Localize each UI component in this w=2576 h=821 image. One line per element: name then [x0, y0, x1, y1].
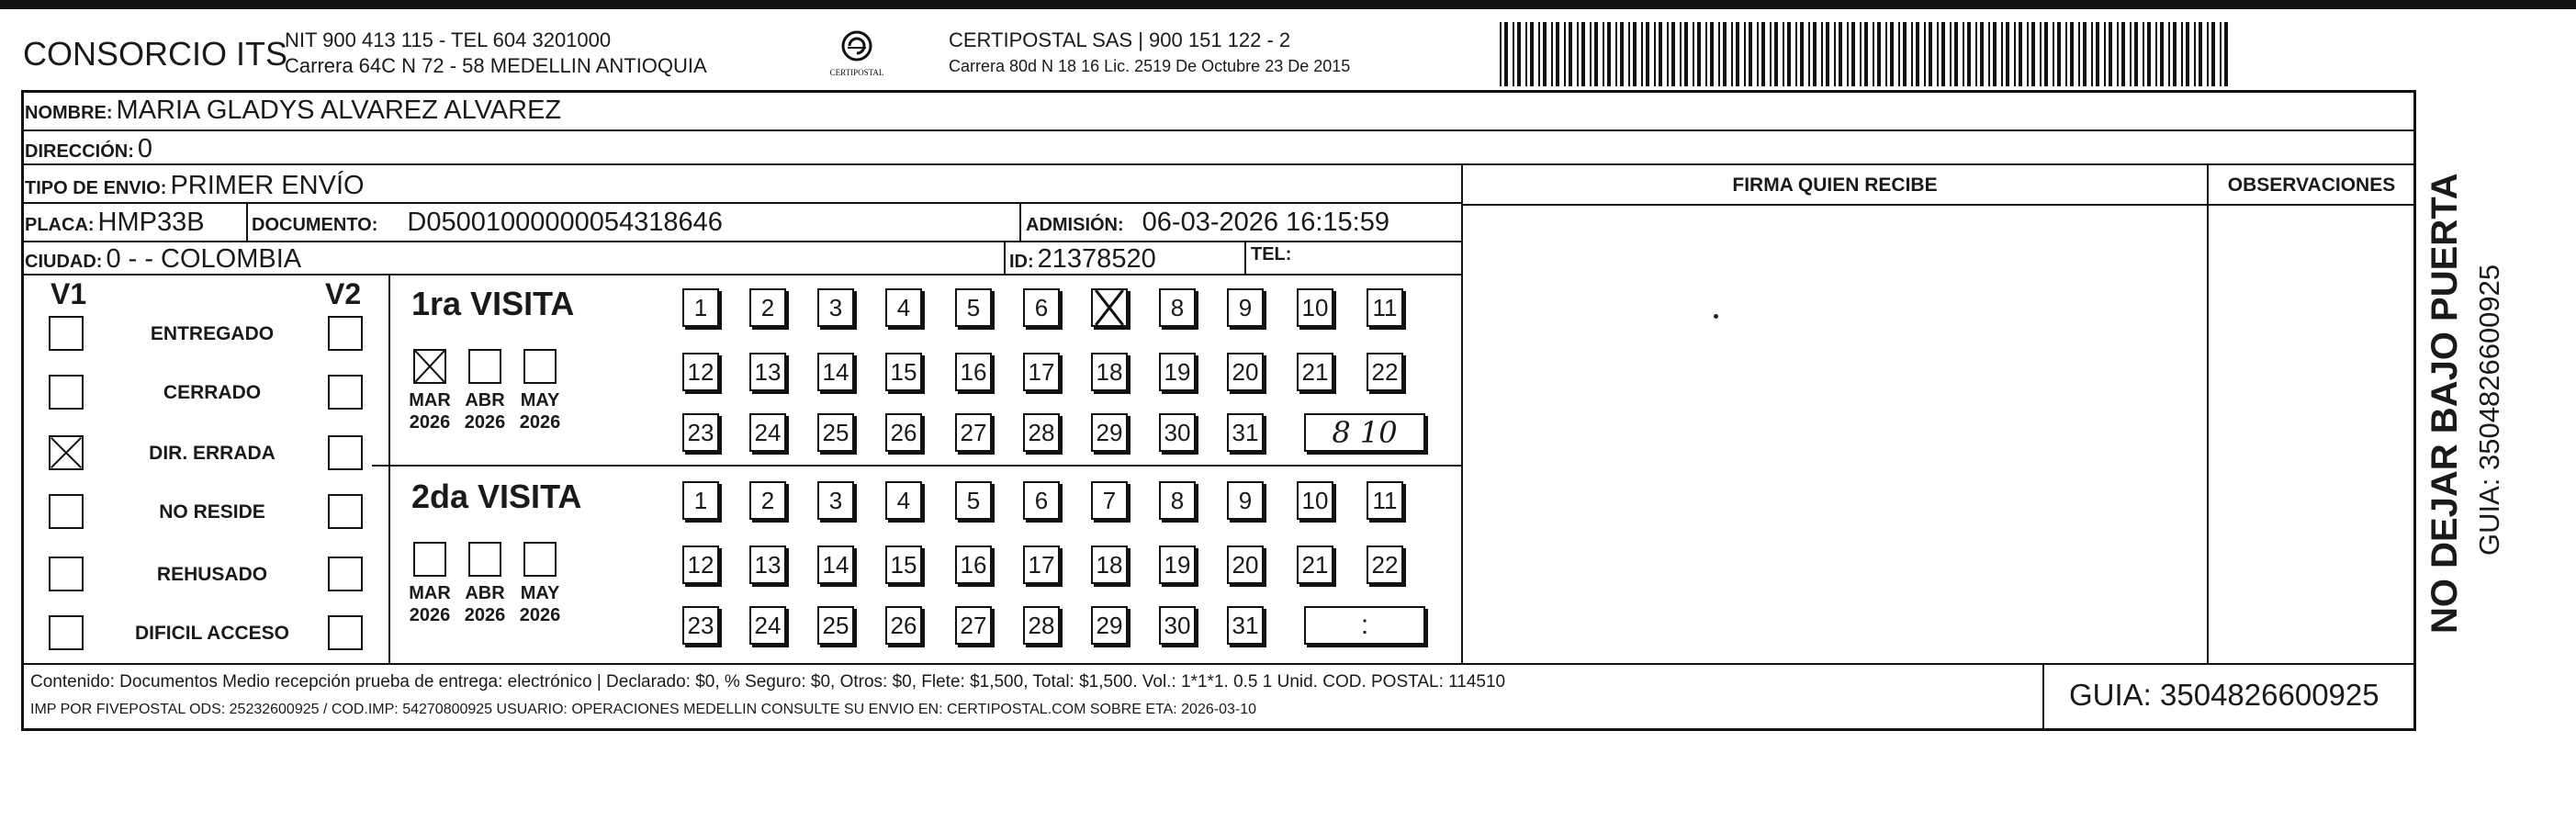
barcode-bar [1839, 22, 1842, 86]
barcode-bar [1903, 22, 1907, 86]
logo-text: CERTIPOSTAL [829, 68, 884, 77]
barcode-bar [2027, 22, 2029, 86]
direccion-value: 0 [137, 134, 153, 163]
barcode-bar [1667, 22, 1669, 86]
nit-line: NIT 900 413 115 - TEL 604 3201000 [285, 28, 612, 51]
day-box[interactable]: 15 [885, 545, 922, 584]
month-checkbox[interactable] [468, 542, 501, 577]
nombre-value: MARIA GLADYS ALVAREZ ALVAREZ [116, 96, 562, 125]
barcode-bar [1513, 22, 1514, 86]
month-label: MAR 2026 [402, 389, 457, 433]
barcode-bar [1954, 22, 1958, 86]
barcode-bar [1564, 22, 1566, 86]
day-box[interactable]: 22 [1367, 353, 1403, 391]
day-box[interactable]: 14 [817, 353, 854, 391]
status-label: DIFICIL ACCESO [134, 623, 289, 644]
day-box[interactable]: 11 [1367, 288, 1403, 327]
barcode-bar [1851, 22, 1855, 86]
day-box[interactable]: 28 [1023, 413, 1060, 452]
month-label: ABR 2026 [457, 389, 512, 433]
direccion-field: DIRECCIÓN: 0 [25, 134, 153, 163]
day-box[interactable]: 29 [1091, 413, 1128, 452]
carrier-address: Carrera 80d N 18 16 Lic. 2519 De Octubre 23 De 2015 [949, 57, 1351, 75]
imp-line: IMP POR FIVEPOSTAL ODS: 25232600925 / COD.IMP: 54270800925 USUARIO: OPERACIONES MEDELLIN CONSULTE SU ENVIO EN: CERTIPOSTAL.COM SOBRE ETA: 2026-03-10 [30, 702, 1256, 717]
day-box[interactable]: 23 [682, 606, 719, 645]
day-box[interactable]: 19 [1159, 353, 1196, 391]
barcode-bar [1723, 22, 1727, 86]
company-address: Carrera 64C N 72 - 58 MEDELLIN ANTIOQUIA [285, 54, 707, 77]
barcode-bar [1787, 22, 1791, 86]
month-label: MAR 2026 [402, 582, 457, 626]
id-field: ID: 21378520 [1009, 244, 1156, 274]
barcode-bar [1577, 22, 1579, 86]
day-box[interactable]: 16 [955, 545, 992, 584]
status-label: ENTREGADO [150, 323, 275, 344]
ciudad-field: CIUDAD: 0 - - COLOMBIA [25, 244, 302, 274]
barcode-bar [2130, 22, 2132, 86]
status-label: REHUSADO [156, 564, 268, 585]
day-box[interactable]: 27 [955, 413, 992, 452]
barcode-bar [2019, 22, 2022, 86]
day-box[interactable]: 5 [955, 481, 992, 520]
month-label: MAY 2026 [512, 389, 568, 433]
day-box[interactable]: 18 [1091, 353, 1128, 391]
barcode-bar [2031, 22, 2035, 86]
barcode-bar [1916, 22, 1919, 86]
month-checkbox[interactable] [413, 542, 446, 577]
barcode-bar [1877, 22, 1881, 86]
barcode-bar [1594, 22, 1598, 86]
firma-header: FIRMA QUIEN RECIBE [1732, 174, 1938, 196]
barcode-bar [2040, 22, 2042, 86]
day-box[interactable]: 9 [1227, 481, 1264, 520]
day-box[interactable]: 7 [1091, 481, 1128, 520]
day-box[interactable]: 25 [817, 606, 854, 645]
month-checkbox[interactable] [413, 349, 446, 384]
id-value: 21378520 [1037, 244, 1156, 274]
barcode-bar [1864, 22, 1868, 86]
day-box[interactable]: 6 [1023, 481, 1060, 520]
month-year: 2026 [464, 605, 506, 625]
barcode-bar [1924, 22, 1926, 86]
day-box[interactable]: 12 [682, 353, 719, 391]
day-box[interactable]: 10 [1297, 481, 1333, 520]
v2-checkbox[interactable] [328, 435, 363, 470]
v1-checkbox[interactable] [49, 494, 84, 529]
barcode-bar [2014, 22, 2016, 86]
barcode-bar [1569, 22, 1572, 86]
day-box[interactable]: 16 [955, 353, 992, 391]
day-box[interactable]: 27 [955, 606, 992, 645]
barcode-bar [2109, 22, 2112, 86]
barcode-bar [1697, 22, 1701, 86]
v2-checkbox[interactable] [328, 375, 363, 410]
guia-number: GUIA: 3504826600925 [2069, 678, 2379, 712]
day-box[interactable]: 22 [1367, 545, 1403, 584]
day-box[interactable]: 30 [1159, 606, 1196, 645]
barcode-bar [2057, 22, 2061, 86]
month-checkbox[interactable] [468, 349, 501, 384]
no-dejar-label: NO DEJAR BAJO PUERTA [2424, 173, 2465, 634]
barcode-bar [1718, 22, 1720, 86]
barcode-bar [1628, 22, 1630, 86]
tipo-envio-value: PRIMER ENVÍO [170, 171, 365, 200]
barcode-bar [1937, 22, 1939, 86]
barcode-bar [2006, 22, 2009, 86]
time-box[interactable]: 8 10 [1304, 413, 1425, 452]
barcode-bar [1860, 22, 1862, 86]
ciudad-value: 0 - - COLOMBIA [106, 244, 302, 274]
day-box[interactable]: 11 [1367, 481, 1403, 520]
v2-checkbox[interactable] [328, 557, 363, 591]
day-box[interactable]: 14 [817, 545, 854, 584]
barcode-bar [2220, 22, 2222, 86]
v2-checkbox[interactable] [328, 615, 363, 650]
barcode-bar [2199, 22, 2202, 86]
day-box[interactable]: 18 [1091, 545, 1128, 584]
barcode-bar [1590, 22, 1592, 86]
side-guia: GUIA: 3504826600925 [2473, 264, 2505, 556]
barcode-bar [2143, 22, 2144, 86]
barcode-bar [1826, 22, 1829, 86]
day-box[interactable]: 8 [1159, 288, 1196, 327]
barcode-bar [1607, 22, 1611, 86]
day-box[interactable]: 6 [1023, 288, 1060, 327]
month-year: 2026 [409, 605, 451, 625]
barcode-bar [1556, 22, 1559, 86]
v2-checkbox[interactable] [328, 494, 363, 529]
day-box[interactable]: 25 [817, 413, 854, 452]
documento-value: D05001000000054318646 [407, 208, 723, 237]
barcode-bar [2194, 22, 2196, 86]
barcode-bar [2001, 22, 2003, 86]
barcode-bar [2070, 22, 2074, 86]
barcode-bar [1929, 22, 1932, 86]
barcode-bar [2104, 22, 2106, 86]
day-box[interactable]: 13 [749, 353, 786, 391]
observaciones-header: OBSERVACIONES [2227, 174, 2396, 196]
barcode-bar [1620, 22, 1624, 86]
tel-field: TEL: [1251, 244, 1292, 264]
barcode-bar [2096, 22, 2099, 86]
day-box[interactable]: 4 [885, 481, 922, 520]
barcode-bar [2121, 22, 2125, 86]
day-box[interactable]: 1 [682, 481, 719, 520]
status-label: NO RESIDE [159, 501, 265, 523]
barcode-bar [1774, 22, 1778, 86]
barcode-bar [1988, 22, 1990, 86]
barcode-bar [1504, 22, 1508, 86]
day-box[interactable]: 8 [1159, 481, 1196, 520]
day-box[interactable]: 21 [1297, 545, 1333, 584]
v1-checkbox[interactable] [49, 316, 84, 351]
top-border [0, 0, 2576, 9]
month-checkbox[interactable] [523, 542, 557, 577]
day-box[interactable]: 24 [749, 606, 786, 645]
barcode-bar [1963, 22, 1964, 86]
barcode-bar [1783, 22, 1784, 86]
barcode-bar [1603, 22, 1604, 86]
contenido-line: Contenido: Documentos Medio recepción prueba de entrega: electrónico | Declarado: $0, % Seguro: $0, Otros: $0, Flete: $1,500, Total: $1,500. Vol.: 1*1*1. 0.5 1 Unid. COD. POSTAL: 114510 [30, 672, 1506, 692]
barcode-bar [1646, 22, 1649, 86]
day-box[interactable]: 29 [1091, 606, 1128, 645]
barcode-bar [1757, 22, 1759, 86]
v1-checkbox[interactable] [49, 615, 84, 650]
day-box[interactable]: 26 [885, 413, 922, 452]
barcode-bar [1744, 22, 1746, 86]
barcode-bar [1684, 22, 1688, 86]
barcode-bar [1898, 22, 1900, 86]
v1-checkbox[interactable] [49, 435, 84, 470]
barcode-bar [1581, 22, 1585, 86]
v2-checkbox[interactable] [328, 316, 363, 351]
barcode-bar [1911, 22, 1913, 86]
barcode-bar [1551, 22, 1553, 86]
barcode-bar [2207, 22, 2209, 86]
documento-field: DOCUMENTO: D05001000000054318646 [252, 208, 723, 237]
carrier-line: CERTIPOSTAL SAS | 900 151 122 - 2 [949, 28, 1291, 51]
barcode-bar [2186, 22, 2189, 86]
barcode-bar [1633, 22, 1637, 86]
day-box[interactable]: 28 [1023, 606, 1060, 645]
barcode-bar [1500, 22, 1502, 86]
barcode-bar [1615, 22, 1617, 86]
day-box[interactable]: 21 [1297, 353, 1333, 391]
v1-checkbox[interactable] [49, 557, 84, 591]
barcode-bar [2211, 22, 2215, 86]
barcode-bar [1834, 22, 1836, 86]
month-label: MAY 2026 [512, 582, 568, 626]
day-box[interactable]: 4 [885, 288, 922, 327]
barcode-bar [1525, 22, 1527, 86]
barcode-bar [2117, 22, 2119, 86]
barcode-bar [1950, 22, 1952, 86]
tipo-envio-field: TIPO DE ENVIO: PRIMER ENVÍO [25, 171, 365, 200]
barcode-bar [1993, 22, 1997, 86]
month-label: ABR 2026 [457, 582, 512, 626]
day-box[interactable]: 23 [682, 413, 719, 452]
barcode-bar [2160, 22, 2164, 86]
day-box[interactable]: 10 [1297, 288, 1333, 327]
day-box[interactable]: 20 [1227, 545, 1264, 584]
barcode-bar [2044, 22, 2048, 86]
barcode-bar [2134, 22, 2138, 86]
barcode-bar [1641, 22, 1643, 86]
barcode-bar [1980, 22, 1984, 86]
barcode-bar [1967, 22, 1971, 86]
day-box[interactable]: 20 [1227, 353, 1264, 391]
visita1-title: 1ra VISITA [411, 285, 575, 322]
day-box[interactable]: 13 [749, 545, 786, 584]
barcode-bar [1890, 22, 1894, 86]
placa-field: PLACA: HMP33B [25, 208, 205, 237]
barcode-bar [1808, 22, 1810, 86]
status-label: CERRADO [163, 382, 262, 403]
day-box[interactable]: 17 [1023, 353, 1060, 391]
barcode-icon [1500, 22, 2230, 86]
barcode-bar [1813, 22, 1817, 86]
month-year: 2026 [464, 412, 506, 433]
day-box[interactable]: 12 [682, 545, 719, 584]
barcode-bar [1654, 22, 1656, 86]
barcode-bar [1795, 22, 1797, 86]
day-box[interactable]: 31 [1227, 606, 1264, 645]
month-year: 2026 [409, 412, 451, 433]
v2-header: V2 [325, 277, 362, 310]
barcode-bar [2181, 22, 2183, 86]
barcode-bar [2083, 22, 2087, 86]
barcode-bar [1680, 22, 1682, 86]
barcode-bar [1847, 22, 1849, 86]
day-box[interactable]: 30 [1159, 413, 1196, 452]
signature-mark [1714, 314, 1718, 319]
month-year: 2026 [519, 412, 561, 433]
day-box[interactable]: 31 [1227, 413, 1264, 452]
barcode-bar [1659, 22, 1662, 86]
barcode-bar [1941, 22, 1945, 86]
barcode-bar [2155, 22, 2157, 86]
day-box[interactable] [1091, 288, 1128, 327]
barcode-bar [2091, 22, 2093, 86]
day-box[interactable]: 1 [682, 288, 719, 327]
v1-checkbox[interactable] [49, 375, 84, 410]
company-name: CONSORCIO ITS [23, 35, 288, 73]
day-box[interactable]: 9 [1227, 288, 1264, 327]
barcode-bar [1761, 22, 1765, 86]
day-box[interactable]: 3 [817, 288, 854, 327]
barcode-bar [1731, 22, 1733, 86]
day-box[interactable]: 15 [885, 353, 922, 391]
barcode-bar [1749, 22, 1752, 86]
barcode-bar [1710, 22, 1714, 86]
barcode-bar [1693, 22, 1694, 86]
v1-header: V1 [51, 277, 87, 310]
nombre-field: NOMBRE: MARIA GLADYS ALVAREZ ALVAREZ [25, 96, 562, 125]
visita2-title: 2da VISITA [411, 478, 582, 515]
certipostal-logo-icon [820, 28, 894, 83]
barcode-bar [1800, 22, 1804, 86]
barcode-bar [2147, 22, 2151, 86]
barcode-bar [1736, 22, 1739, 86]
admision-value: 06-03-2026 16:15:59 [1142, 208, 1389, 237]
barcode-bar [2053, 22, 2054, 86]
day-box[interactable]: 17 [1023, 545, 1060, 584]
day-box[interactable]: 24 [749, 413, 786, 452]
barcode-bar [1821, 22, 1823, 86]
barcode-bar [1530, 22, 1534, 86]
day-box[interactable]: 2 [749, 288, 786, 327]
barcode-bar [2168, 22, 2170, 86]
barcode-bar [1770, 22, 1772, 86]
month-year: 2026 [519, 605, 561, 625]
day-box[interactable]: 2 [749, 481, 786, 520]
barcode-bar [2078, 22, 2080, 86]
barcode-bar [1538, 22, 1540, 86]
month-checkbox[interactable] [523, 349, 557, 384]
barcode-bar [1975, 22, 1977, 86]
barcode-bar [1543, 22, 1547, 86]
placa-value: HMP33B [97, 208, 205, 237]
barcode-bar [2224, 22, 2228, 86]
day-box[interactable]: 26 [885, 606, 922, 645]
day-box[interactable]: 5 [955, 288, 992, 327]
barcode-bar [1885, 22, 1887, 86]
day-box[interactable]: 19 [1159, 545, 1196, 584]
barcode-bar [1671, 22, 1675, 86]
barcode-bar [2173, 22, 2177, 86]
barcode-bar [1705, 22, 1707, 86]
barcode-bar [1873, 22, 1874, 86]
status-label: DIR. ERRADA [149, 443, 276, 464]
time-box[interactable]: : [1304, 606, 1425, 645]
day-box[interactable]: 3 [817, 481, 854, 520]
admision-field: ADMISIÓN: 06-03-2026 16:15:59 [1026, 208, 1389, 237]
barcode-bar [2065, 22, 2067, 86]
barcode-bar [1517, 22, 1521, 86]
